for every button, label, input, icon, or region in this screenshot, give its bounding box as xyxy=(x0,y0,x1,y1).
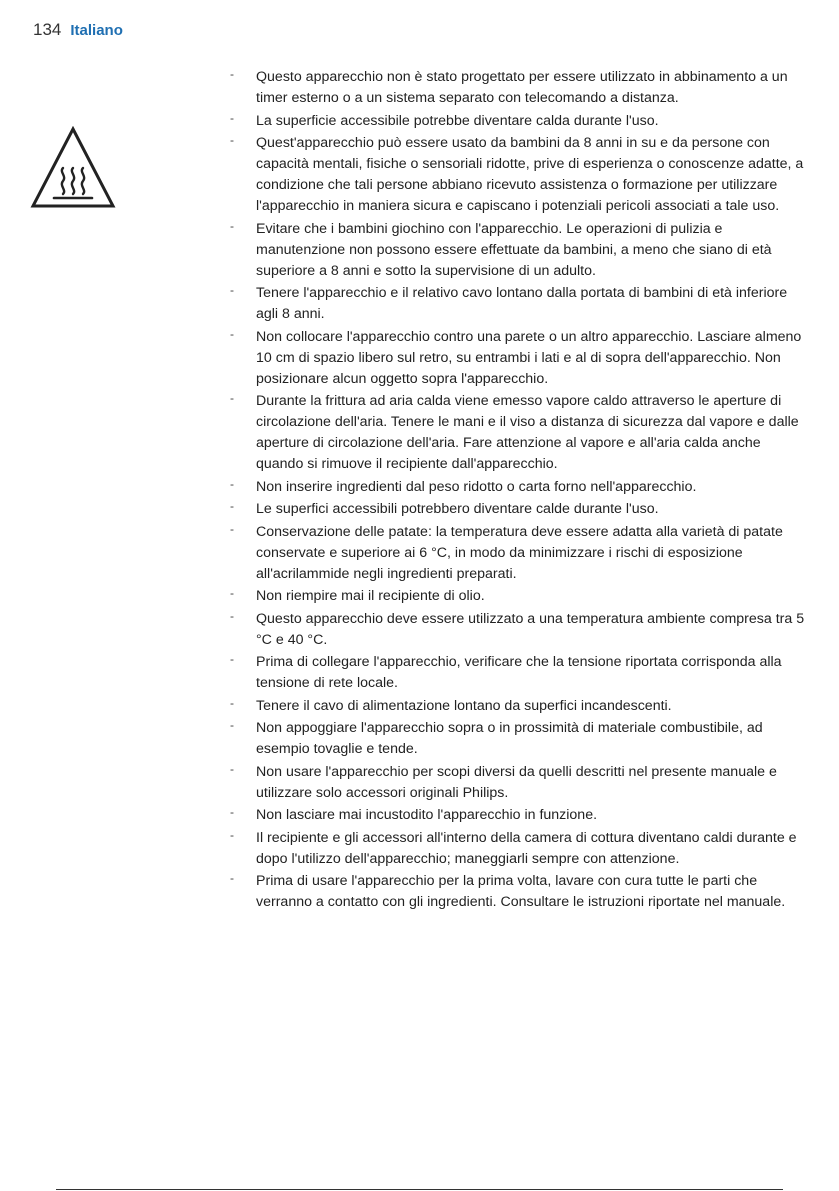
bullet-text: Il recipiente e gli accessori all'interno della camera di cottura diventano caldi durante e dopo l'utilizzo dell'apparecchio; maneggiarli sempre con attenzione. xyxy=(256,829,797,867)
bullet-item xyxy=(230,609,810,651)
bullet-item xyxy=(230,283,810,325)
bullet-marker: - xyxy=(230,326,234,341)
bullet-text: Non usare l'apparecchio per scopi diversi da quelli descritti nel presente manuale e utilizzare solo accessori originali Philips. xyxy=(256,763,777,801)
bullet-marker: - xyxy=(230,761,234,776)
bullet-item xyxy=(230,762,810,804)
bullet-marker: - xyxy=(230,871,234,885)
bullet-item xyxy=(230,327,810,390)
bullet-text: Evitare che i bambini giochino con l'apparecchio. Le operazioni di pulizia e manutenzione non possono essere effettuate da bambini, a meno che siano di età superiore a 8 anni e sotto la supervisione di un adulto. xyxy=(256,220,772,279)
bullet-text: Prima di collegare l'apparecchio, verificare che la tensione riportata corrisponda alla tensione di rete locale. xyxy=(256,654,782,691)
page-number: 134 xyxy=(33,20,62,39)
bullet-text: La superficie accessibile potrebbe diventare calda durante l'uso. xyxy=(256,112,659,129)
bullet-item xyxy=(230,586,810,607)
bullet-marker: - xyxy=(230,133,234,147)
bullet-text: Prima di usare l'apparecchio per la prima volta, lavare con cura tutte le parti che verranno a contatto con gli ingredienti. Consultare le istruzioni riportate nel manuale. xyxy=(256,873,786,910)
bullet-marker: - xyxy=(230,608,234,623)
bullet-marker: - xyxy=(230,391,234,405)
language-label: Italiano xyxy=(70,22,123,39)
bullet-marker: - xyxy=(230,283,234,297)
bullet-marker: - xyxy=(230,827,234,842)
bullet-text: Conservazione delle patate: la temperatura deve essere adatta alla varietà di patate conservate e superiore ai 6 °C, in modo da minimizzare i rischi di esposizione all'acrilammide negli ingredienti preparati. xyxy=(256,523,783,582)
bullet-text: Non appoggiare l'apparecchio sopra o in prossimità di materiale combustibile, ad esempio tovaglie e tende. xyxy=(256,720,763,757)
bullet-item xyxy=(230,133,810,217)
safety-warning-list xyxy=(230,67,810,915)
bullet-text: Questo apparecchio deve essere utilizzato a una temperatura ambiente compresa tra 5 °C e 40 °C. xyxy=(256,610,805,648)
bullet-text: Non inserire ingredienti dal peso ridotto o carta forno nell'apparecchio. xyxy=(256,478,697,495)
bullet-text: Non collocare l'apparecchio contro una parete o un altro apparecchio. Lasciare almeno 10 cm di spazio libero sul retro, su entrambi i lati e al di sopra dell'apparecchio. Non posizionare alcun oggetto sopra l'apparecchio. xyxy=(256,328,802,387)
bullet-item xyxy=(230,111,810,132)
bullet-item xyxy=(230,67,810,109)
bullet-item xyxy=(230,219,810,282)
bullet-item xyxy=(230,871,810,913)
bullet-item xyxy=(230,499,810,520)
bullet-marker: - xyxy=(230,110,234,125)
bullet-marker: - xyxy=(230,586,234,600)
bullet-marker: - xyxy=(230,805,234,819)
bullet-text: Durante la frittura ad aria calda viene emesso vapore caldo attraverso le aperture di circolazione dell'aria. Tenere le mani e il viso a distanza di sicurezza dal vapore e dalle aperture di circolazione dell'aria. Fare attenzione al vapore e all'aria calda anche quando si rimuove il recipiente dall'apparecchio. xyxy=(256,393,799,472)
bullet-text: Quest'apparecchio può essere usato da bambini da 8 anni in su e da persone con capacità mentali, fisiche o sensoriali ridotte, prive di esperienza o conoscenze adatte, a condizione che tali persone abbiano ricevuto assistenza o formazione per utilizzare l'apparecchio in maniera sicura e capiscano i potenziali pericoli associati a tale uso. xyxy=(256,135,804,214)
bullet-marker: - xyxy=(230,695,234,710)
bullet-text: Tenere l'apparecchio e il relativo cavo lontano dalla portata di bambini di età inferiore agli 8 anni. xyxy=(256,285,788,322)
bullet-item xyxy=(230,522,810,585)
bullet-item xyxy=(230,696,810,717)
bullet-marker: - xyxy=(230,67,234,81)
bullet-marker: - xyxy=(230,718,234,732)
bullet-item xyxy=(230,391,810,475)
bullet-item xyxy=(230,477,810,498)
bullet-item xyxy=(230,828,810,870)
bullet-item xyxy=(230,718,810,760)
bullet-marker: - xyxy=(230,652,234,666)
bullet-marker: - xyxy=(230,218,234,233)
bullet-text: Le superfici accessibili potrebbero diventare calde durante l'uso. xyxy=(256,501,659,517)
bullet-item xyxy=(230,652,810,694)
bullet-text: Non riempire mai il recipiente di olio. xyxy=(256,588,485,604)
hot-surface-warning-icon xyxy=(30,126,116,209)
bullet-text: Questo apparecchio non è stato progettato per essere utilizzato in abbinamento a un timer esterno o a un sistema separato con telecomando a distanza. xyxy=(256,69,788,106)
footer-divider xyxy=(56,1189,783,1190)
bullet-marker: - xyxy=(230,521,234,536)
bullet-text: Non lasciare mai incustodito l'apparecchio in funzione. xyxy=(256,807,598,823)
bullet-text: Tenere il cavo di alimentazione lontano da superfici incandescenti. xyxy=(256,697,672,714)
bullet-marker: - xyxy=(230,499,234,513)
bullet-marker: - xyxy=(230,476,234,491)
bullet-item xyxy=(230,805,810,826)
page-header xyxy=(33,20,123,40)
